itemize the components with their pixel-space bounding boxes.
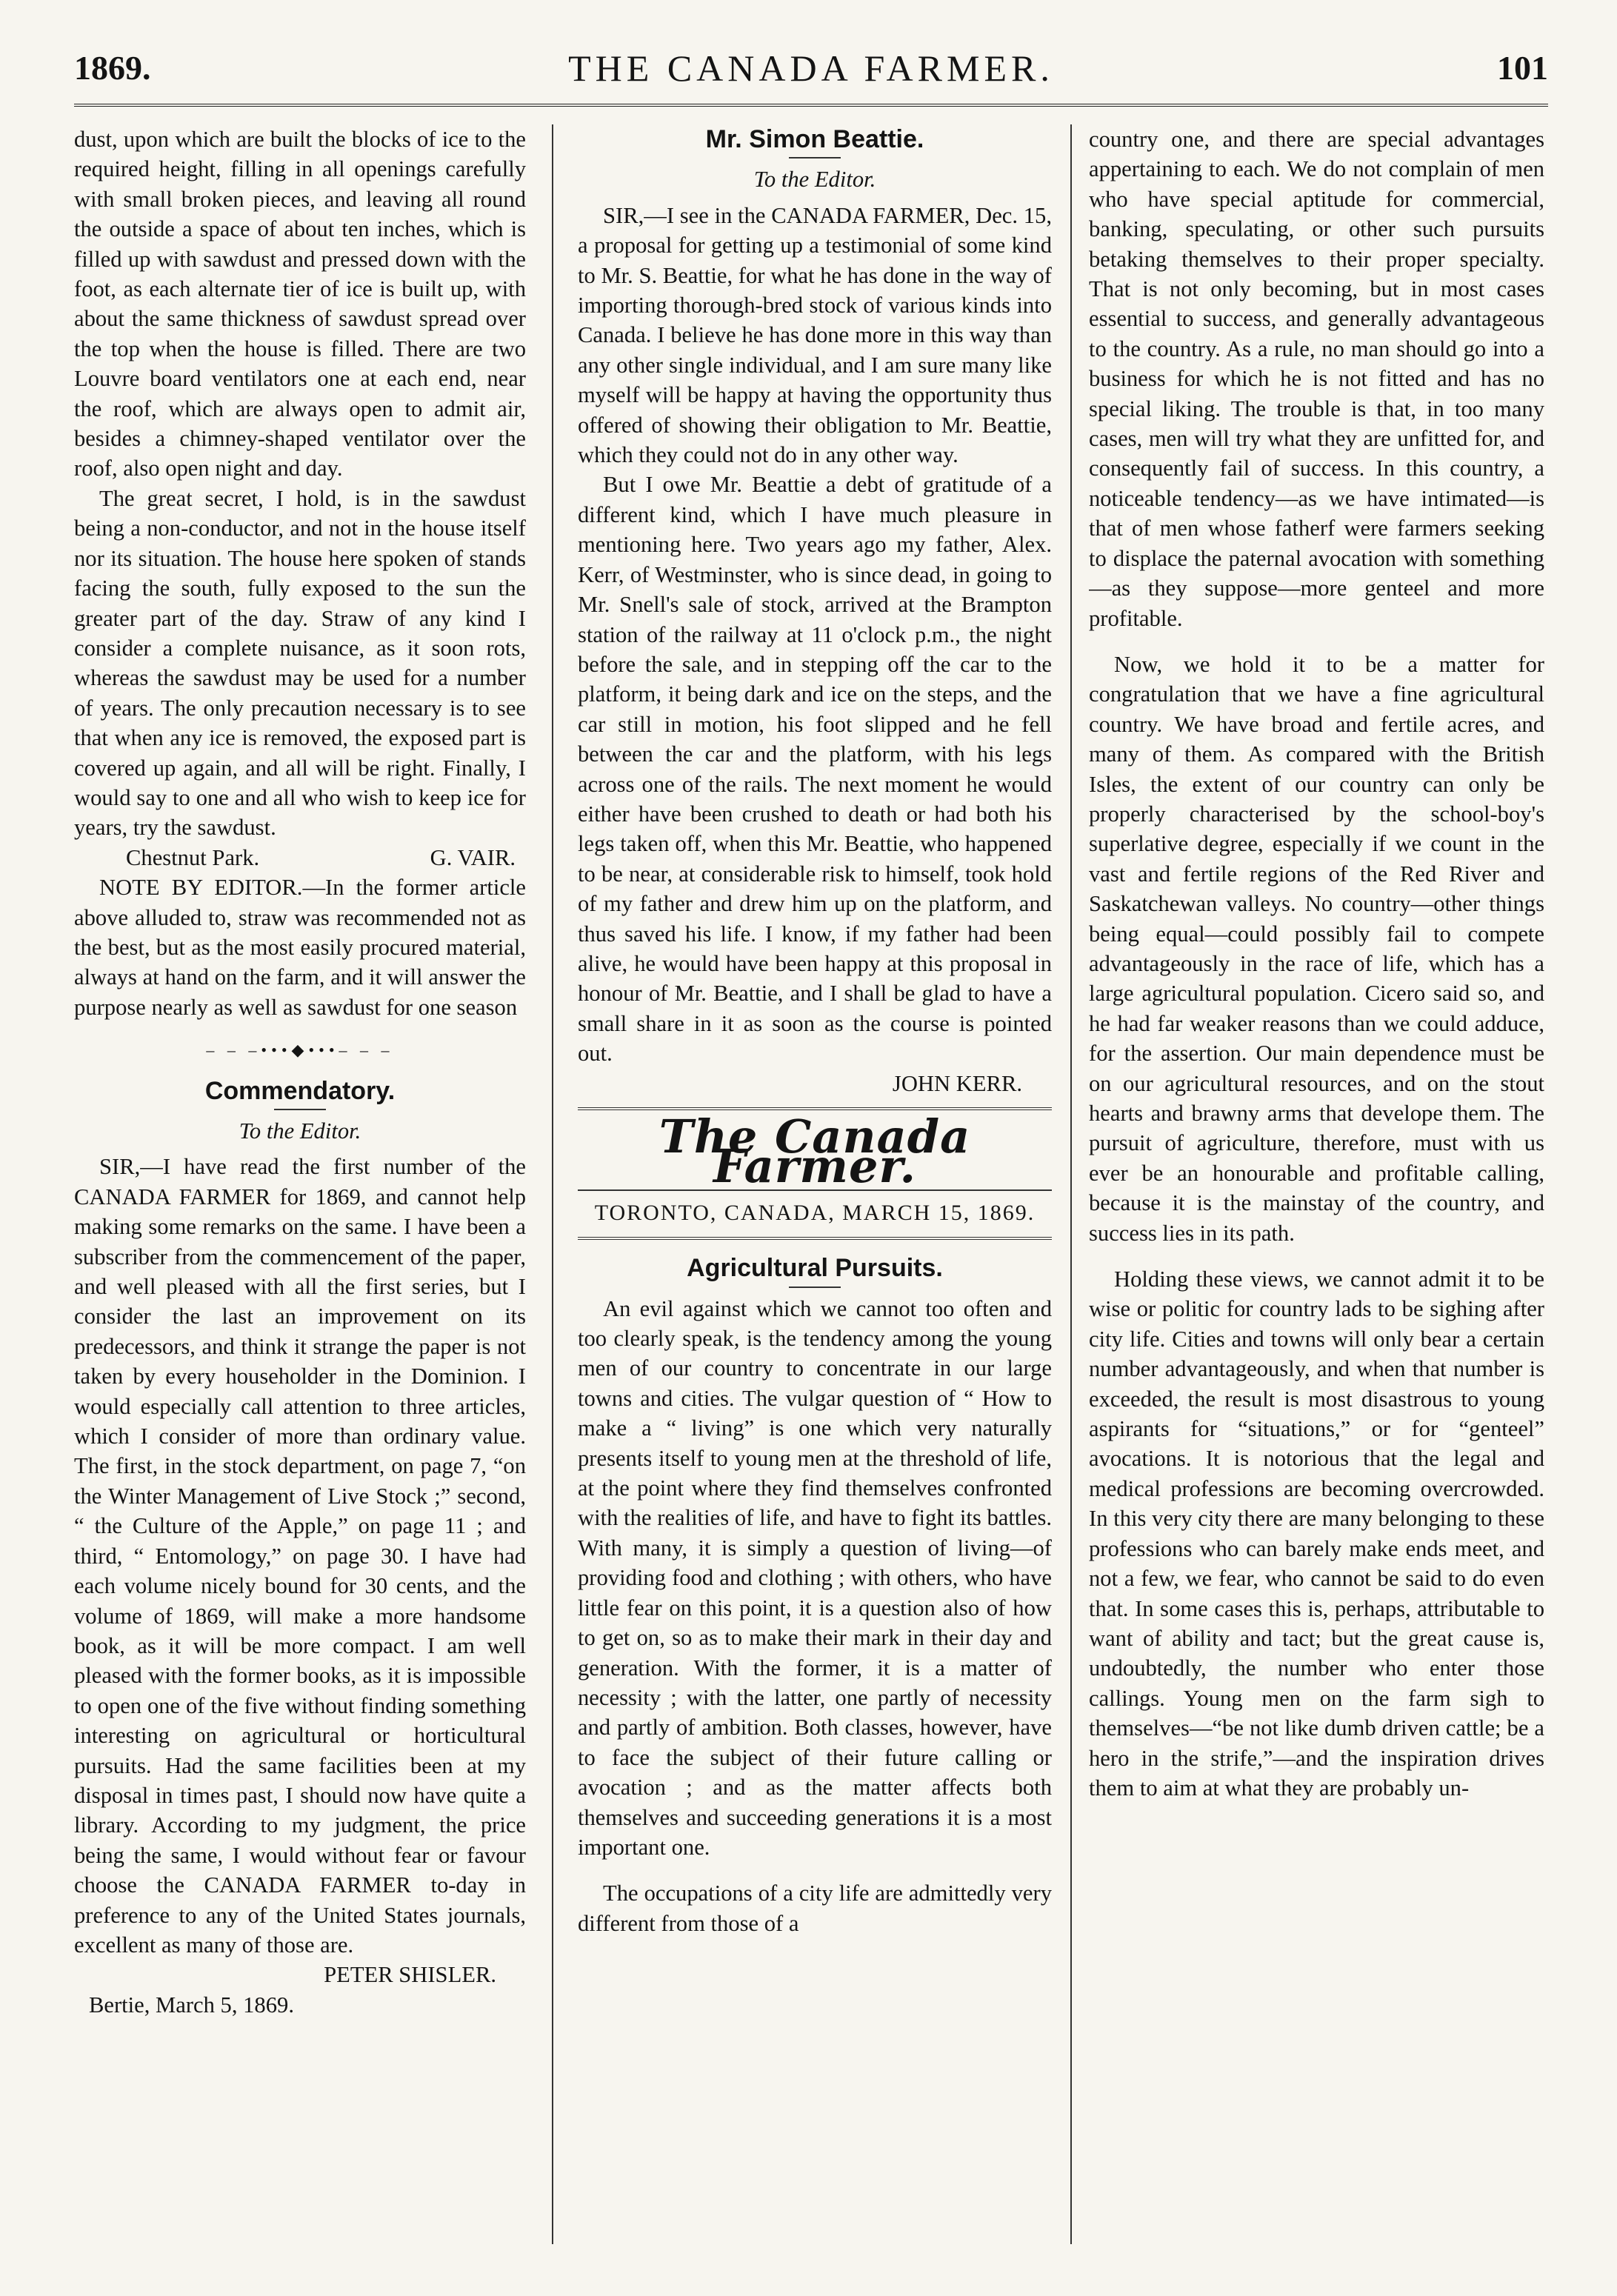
commendatory-place-date: Bertie, March 5, 1869. — [89, 1992, 294, 2018]
column-divider-2 — [1070, 124, 1072, 2244]
agricultural-pursuits-heading: Agricultural Pursuits. — [687, 1254, 943, 1283]
dateline-rule — [578, 1237, 1052, 1243]
agricultural-paragraph-5: Holding these views, we cannot admit it to be wise or politic for country lads to be sighing after city life. Cities and towns will only bear a certain number advantageously, and when that number is exceeded, the result is most disastrous to young aspirants for “situations,” or for “genteel” avocations. It is notorious that the legal and medical professions are becoming overcrowded. In this very city there are many belonging to these professions who can barely make ends meet, and not a few, we fear, who cannot be said to do even that. In some cases this is, perhaps, attributable to want of ability and tact; but the great cause is, undoubtedly, the number who enter those callings. Young men on the farm sigh to themselves—“be not like dumb driven cattle; be a hero in the strife,”—and the inspiration drives them to aim at what they are probably un- — [1089, 1267, 1544, 1801]
agricultural-paragraph-2: The occupations of a city life are admittedly very different from those of a — [578, 1880, 1052, 1936]
beattie-signature: JOHN KERR. — [892, 1070, 1022, 1096]
dateline: TORONTO, CANADA, MARCH 15, 1869. — [594, 1200, 1036, 1225]
beattie-to-editor: To the Editor. — [753, 167, 876, 193]
masthead: The Canada Farmer. — [659, 1109, 971, 1194]
commendatory-to-editor: To the Editor. — [239, 1118, 361, 1144]
heading-rule — [789, 1287, 841, 1288]
column-3 — [1089, 124, 1544, 2244]
column-divider-1 — [552, 124, 553, 2244]
header-rule — [74, 104, 1548, 111]
agricultural-paragraph-1: An evil against which we cannot too often and too clearly speak, is the tendency among the young men of our country to concentrate in our large towns and cities. The vulgar question of “ How to make a “ living” is one which very naturally presents itself to young men at the threshold of life, at the point where they find themselves confronted with the realities of life, and have to fight its battles. With many, it is simply a question of living—of providing food and clothing ; with others, who have little fear on this point, it is a question also of how to get on, so as to make their mark in their day and generation. With the former, it is a matter of necessity ; with the latter, one partly of necessity and partly of ambition. Both classes, however, have to face the subject of their future calling or avocation ; and as the matter affects both themselves and succeeding generations it is a most important one. — [578, 1295, 1052, 1860]
signature-name: G. VAIR. — [430, 844, 516, 870]
commendatory-letter-body: SIR,—I have read the first number of the CANADA FARMER for 1869, and cannot help making some remarks on the same. I have been a subscriber from the commencement of the paper, and well pleased with all the first series, but I consider the last an improvement on its predecessors, and think it strange the paper is not taken by every householder in the Dominion. I would especially call attention to three articles, which I consider of more than ordinary value. The first, in the stock department, on page 7, “on the Winter Management of Live Stock ;” second, “ the Culture of the Apple,” on page 11 ; and third, “ Entomology,” on page 30. I have had each volume nicely bound for 30 cents, and the volume of 1869, will make a more handsome book, as it will be more compact. I am well pleased with the former books, as it is impossible to open one of the five without finding something interesting on agricultural or horticultural pursuits. Had the same facilities been at my disposal in times past, I should now have quite a library. According to my judgment, the price being the same, I would without fear or favour choose the CANADA FARMER to-day in preference to any of the United States journals, excellent as many of those are. — [74, 1154, 526, 1958]
commendatory-heading: Commendatory. — [204, 1076, 396, 1105]
heading-rule — [274, 1109, 326, 1110]
commendatory-signature: PETER SHISLER. — [324, 1962, 496, 1988]
editor-note: NOTE BY EDITOR.—In the former article above alluded to, straw was recommended not as the best, but as the most easily procured material, always at hand on the farm, and it will answer the purpose nearly as well as sawdust for one season — [74, 875, 526, 1020]
beattie-heading: Mr. Simon Beattie. — [705, 125, 924, 153]
agricultural-paragraph-3: country one, and there are special advantages appertaining to each. We do not complain of men who have special aptitude for commercial, banking, speculating, or other such pursuits betaking themselves to their proper specialty. That is not only becoming, but in most cases essential to success, and generally advantageous to the country. As a rule, no man should go into a business for which he is not fitted and has no special liking. The trouble is that, in too many cases, men will try what they are unfitted for, and consequently fail of success. In this country, a noticeable tendency—as we have intimated—is that of men whose fatherf were farmers seeking to displace the paternal avocation with something—as they suppose—more genteel and more profitable. — [1089, 127, 1544, 631]
page-header — [74, 47, 1548, 99]
beattie-paragraph-2: But I owe Mr. Beattie a debt of gratitude of a different kind, which I have much pleasure in mentioning here. Two years ago my father, Alex. Kerr, of Westminster, who is since dead, in going to Mr. Snell's sale of stock, arrived at the Brampton station of the railway at 11 o'clock p.m., the night before the sale, and in stepping off the car to the platform, it being dark and ice on the steps, and the car still in motion, his foot slipped and he fell between the car and the platform, with his legs across one of the rails. The next moment he would either have been crushed to death or had both his legs taken off, when this Mr. Beattie, who happened to be near, at considerable risk to himself, took hold of my father and drew him up on the platform, and thus saved his life. I know, if my father had been alive, he would have been happy at this proposal in honour of Mr. Beattie, and I shall be glad to have a small share in it as soon as the course is pointed out. — [578, 472, 1052, 1067]
beattie-paragraph-1: SIR,—I see in the CANADA FARMER, Dec. 15, a proposal for getting up a testimonial of some kind to Mr. S. Beattie, for what he has done in the way of importing thorough-bred stock of various kinds into Canada. I believe he has done more in this way than any other single individual, and I am sure many like myself will be happy at having the opportunity thus offered of showing their obligation to Mr. Beattie, which they could not do in any other way. — [578, 202, 1052, 468]
header-title: THE CANADA FARMER. — [568, 47, 1054, 89]
ice-house-paragraph-1: dust, upon which are built the blocks of ice to the required height, filling in all openings carefully with small broken pieces, and leaving all round the outside a space of about ten inches, which is filled up with sawdust and pressed down with the foot, as each alternate tier of ice is built up, with about the same thickness of sawdust spread over the top when the house is filled. There are two Louvre board ventilators one at each end, near the roof, which are always open to admit air, besides a chimney-shaped ventilator over the roof, also open night and day. — [74, 127, 526, 481]
ice-house-signature — [74, 843, 526, 872]
header-page-number: 101 — [1497, 49, 1548, 87]
column-1 — [74, 124, 526, 2244]
header-year: 1869. — [74, 49, 151, 87]
section-divider: – – –•••◆•••– – – — [206, 1041, 394, 1060]
ice-house-paragraph-2: The great secret, I hold, is in the sawdust being a non-conductor, and not in the house itself nor its situation. The house here spoken of stands facing the south, fully exposed to the sun the greater part of the day. Straw of any kind I consider a complete nuisance, as it soon rots, whereas the sawdust may be used for a number of years. The only precaution necessary is to see that when any ice is removed, the exposed part is covered up again, and all will be right. Finally, I would say to one and all who wish to keep ice for years, try the sawdust. — [74, 485, 526, 841]
signature-place: Chestnut Park. — [126, 844, 260, 870]
heading-rule — [789, 157, 841, 158]
agricultural-paragraph-4: Now, we hold it to be a matter for congratulation that we have a fine agricultural country. We have broad and fertile acres, and many of them. As compared with the British Isles, the extent of our country can only be properly characterised by the school-boy's superlative degree, especially if we count in the vast and fertile regions of the Red River and Saskatchewan valleys. No country—other things being equal—could possibly fail to compete advantageously in the race of life, which has a large agricultural population. Cicero said so, and he had far weaker reasons than we could adduce, for the assertion. Our main dependence must be on our agricultural resources, and on the stout hearts and brawny arms that develope them. The pursuit of agriculture, therefore, must with us ever be an honourable and profitable calling, because it is the mainstay of the country, and success lies in its path. — [1089, 651, 1544, 1246]
column-2 — [578, 124, 1052, 2244]
